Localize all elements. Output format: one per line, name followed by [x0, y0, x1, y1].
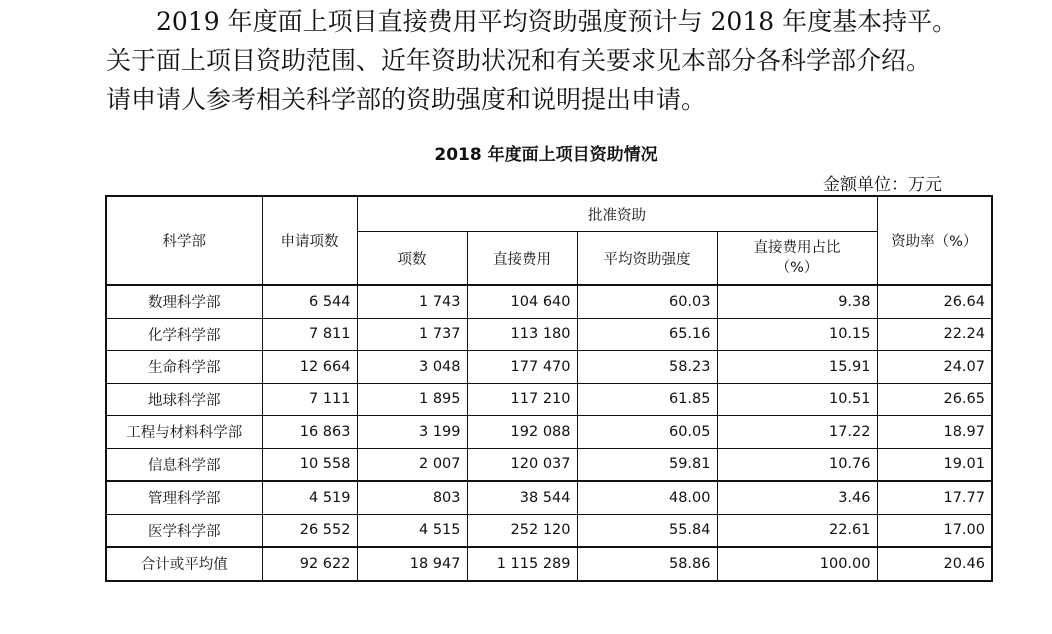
direct-ratio-cell: 10.51	[717, 383, 877, 416]
count-cell: 803	[357, 481, 467, 514]
avg-intensity-cell: 65.16	[577, 318, 717, 351]
table-row	[106, 285, 992, 318]
applications-cell: 7 111	[262, 383, 357, 416]
rate-cell: 22.24	[877, 318, 992, 351]
rate-cell: 17.77	[877, 481, 992, 514]
rate-cell: 24.07	[877, 351, 992, 384]
direct-ratio-cell: 17.22	[717, 416, 877, 449]
header-approved-group: 批准资助	[357, 196, 877, 232]
rate-cell: 26.64	[877, 285, 992, 318]
avg-intensity-cell: 48.00	[577, 481, 717, 514]
count-cell: 1 895	[357, 383, 467, 416]
table-row	[106, 547, 992, 581]
applications-cell: 4 519	[262, 481, 357, 514]
department-cell: 数理科学部	[106, 285, 262, 318]
applications-cell: 26 552	[262, 514, 357, 547]
department-cell: 工程与材料科学部	[106, 416, 262, 449]
header-direct-cost: 直接费用	[467, 232, 577, 286]
avg-intensity-cell: 55.84	[577, 514, 717, 547]
paragraph-line-1: 2019 年度面上项目直接费用平均资助强度预计与 2018 年度基本持平。	[156, 7, 958, 36]
applications-cell: 92 622	[262, 547, 357, 581]
header-row-1	[106, 196, 992, 232]
direct-cost-cell: 113 180	[467, 318, 577, 351]
table-row	[106, 514, 992, 547]
department-cell: 信息科学部	[106, 448, 262, 481]
amount-unit-note: 金额单位：万元	[823, 175, 942, 195]
direct-cost-cell: 177 470	[467, 351, 577, 384]
header-applications: 申请项数	[262, 196, 357, 285]
table-row	[106, 448, 992, 481]
direct-ratio-cell: 3.46	[717, 481, 877, 514]
count-cell: 4 515	[357, 514, 467, 547]
direct-cost-cell: 38 544	[467, 481, 577, 514]
intro-paragraph	[106, 2, 1006, 119]
table-row	[106, 318, 992, 351]
rate-cell: 20.46	[877, 547, 992, 581]
direct-ratio-cell: 100.00	[717, 547, 877, 581]
direct-cost-cell: 120 037	[467, 448, 577, 481]
table-row	[106, 351, 992, 384]
department-cell: 化学科学部	[106, 318, 262, 351]
department-cell: 医学科学部	[106, 514, 262, 547]
header-direct-ratio	[717, 232, 877, 286]
header-department: 科学部	[106, 196, 262, 285]
department-cell: 地球科学部	[106, 383, 262, 416]
table-row	[106, 383, 992, 416]
table-row	[106, 481, 992, 514]
department-cell: 管理科学部	[106, 481, 262, 514]
count-cell: 1 743	[357, 285, 467, 318]
count-cell: 18 947	[357, 547, 467, 581]
department-cell: 生命科学部	[106, 351, 262, 384]
header-rate: 资助率（%）	[877, 196, 992, 285]
count-cell: 3 048	[357, 351, 467, 384]
applications-cell: 6 544	[262, 285, 357, 318]
avg-intensity-cell: 61.85	[577, 383, 717, 416]
rate-cell: 18.97	[877, 416, 992, 449]
direct-ratio-cell: 15.91	[717, 351, 877, 384]
applications-cell: 10 558	[262, 448, 357, 481]
header-avg-intensity: 平均资助强度	[577, 232, 717, 286]
direct-ratio-cell: 22.61	[717, 514, 877, 547]
funding-table	[105, 195, 993, 582]
direct-cost-cell: 192 088	[467, 416, 577, 449]
direct-ratio-cell: 10.15	[717, 318, 877, 351]
direct-ratio-cell: 9.38	[717, 285, 877, 318]
count-cell: 2 007	[357, 448, 467, 481]
applications-cell: 7 811	[262, 318, 357, 351]
direct-cost-cell: 252 120	[467, 514, 577, 547]
count-cell: 1 737	[357, 318, 467, 351]
applications-cell: 12 664	[262, 351, 357, 384]
direct-cost-cell: 117 210	[467, 383, 577, 416]
rate-cell: 26.65	[877, 383, 992, 416]
avg-intensity-cell: 60.05	[577, 416, 717, 449]
header-count: 项数	[357, 232, 467, 286]
rate-cell: 19.01	[877, 448, 992, 481]
direct-cost-cell: 104 640	[467, 285, 577, 318]
table-title: 2018 年度面上项目资助情况	[434, 145, 658, 165]
avg-intensity-cell: 58.86	[577, 547, 717, 581]
count-cell: 3 199	[357, 416, 467, 449]
direct-ratio-cell: 10.76	[717, 448, 877, 481]
department-cell: 合计或平均值	[106, 547, 262, 581]
applications-cell: 16 863	[262, 416, 357, 449]
rate-cell: 17.00	[877, 514, 992, 547]
avg-intensity-cell: 58.23	[577, 351, 717, 384]
table-row	[106, 416, 992, 449]
direct-cost-cell: 1 115 289	[467, 547, 577, 581]
paragraph-line-3: 请申请人参考相关科学部的资助强度和说明提出申请。	[106, 85, 707, 114]
paragraph-line-2: 关于面上项目资助范围、近年资助状况和有关要求见本部分各科学部介绍。	[106, 46, 932, 75]
header-direct-ratio-text: 直接费用占比（%）	[753, 240, 841, 276]
avg-intensity-cell: 60.03	[577, 285, 717, 318]
avg-intensity-cell: 59.81	[577, 448, 717, 481]
